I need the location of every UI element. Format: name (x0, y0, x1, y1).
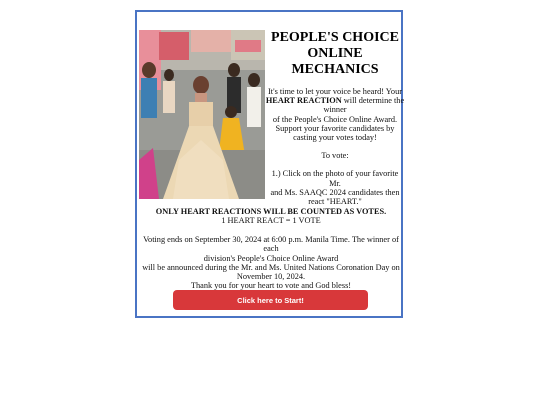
intro-line-1: It's time to let your voice be heard! Your (268, 87, 402, 96)
intro-bold: HEART REACTION (265, 96, 342, 106)
rules-block (137, 207, 405, 226)
step-1-line-1: 1.) Click on the photo of your favorite Mr. (271, 169, 399, 188)
intro-line-6: casting your votes today! (293, 133, 377, 143)
closing-line-1: Voting ends on September 30, 2024 at 6:00 p.m. Manila Time. The winner of each (143, 235, 399, 254)
title-line-2: ONLINE (307, 46, 363, 61)
rules-sub: 1 HEART REACT = 1 VOTE (221, 216, 321, 226)
candidate-photo-image (139, 30, 265, 199)
closing-line-4: November 10, 2024. (236, 272, 306, 282)
intro-line-2: will determine the (341, 96, 405, 106)
intro-line-5: Support your favorite candidates by (275, 123, 395, 133)
closing-line-5: Thank you for your heart to vote and God bless! (190, 281, 352, 291)
to-vote-label: To vote: (321, 151, 349, 161)
intro-line-4: of the People's Choice Online Award. (272, 114, 398, 124)
title-line-3: MECHANICS (291, 62, 379, 77)
intro-line-3: winner (323, 105, 347, 115)
step-1 (265, 169, 405, 206)
closing-line-3: will be announced during the Mr. and Ms. United Nations Coronation Day on (142, 262, 400, 272)
title-line-1: PEOPLE'S CHOICE (271, 30, 399, 45)
closing-line-2: division's People's Choice Online Award (203, 253, 339, 263)
step-1-line-3: react "HEART." (308, 197, 362, 207)
intro-text (265, 87, 405, 206)
step-1-line-2: and Ms. SAAQC 2024 candidates then (270, 187, 400, 197)
mechanics-card (135, 10, 403, 318)
closing-block (137, 235, 405, 291)
rules-headline: ONLY HEART REACTIONS WILL BE COUNTED AS VOTES. (155, 207, 387, 216)
title-and-intro (265, 30, 405, 206)
start-button[interactable]: Click here to Start! (173, 290, 368, 310)
page-title (265, 30, 405, 78)
candidate-photo (139, 30, 265, 199)
